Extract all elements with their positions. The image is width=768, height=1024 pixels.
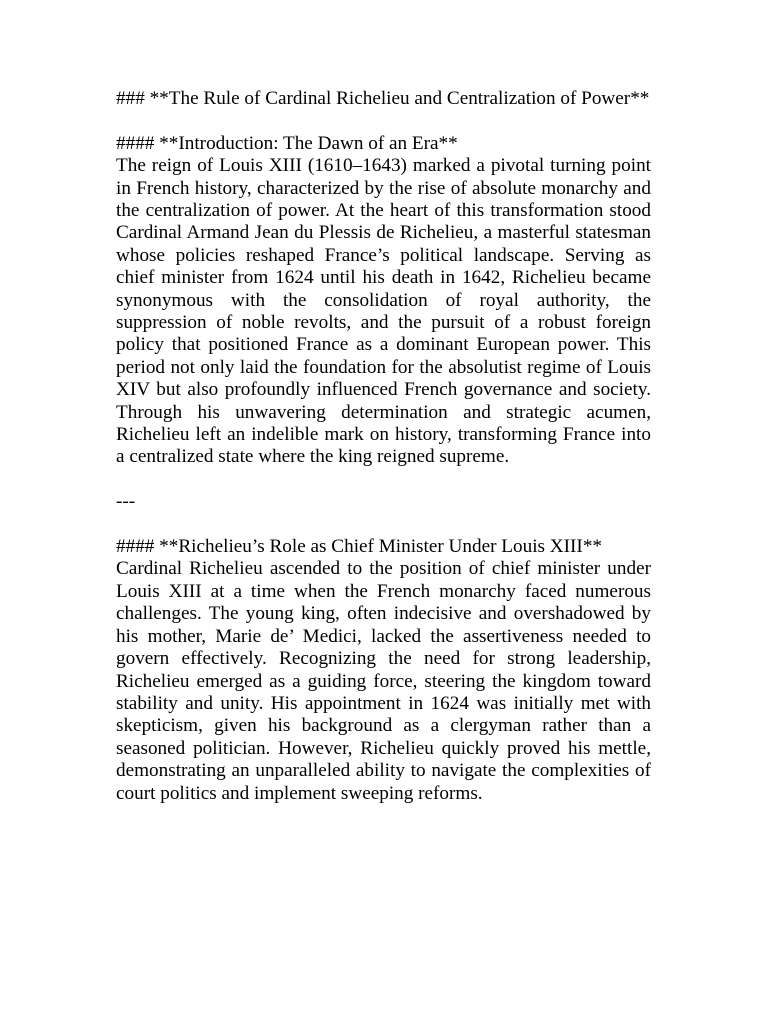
section-heading-chief-minister: #### **Richelieu’s Role as Chief Minister Under Louis XIII** bbox=[116, 536, 603, 558]
spacer bbox=[116, 514, 651, 536]
section-body-introduction: The reign of Louis XIII (1610–1643) marked a pivotal turning point in French history, characterized by the rise of absolute monarchy and the centralization of power. At the heart of this transformation stood Cardinal Armand Jean du Plessis de Richelieu, a masterful statesman whose policies reshaped France’s political landscape. Serving as chief minister from 1624 until his death in 1642, Richelieu became synonymous with the consolidation of royal authority, the suppression of noble revolts, and the pursuit of a robust foreign policy that positioned France as a dominant European power. This period not only laid the foundation for the absolutist regime of Louis XIV but also profoundly influenced French governance and society. Through his unwavering determination and strategic acumen, Richelieu left an indelible mark on history, transforming France into a centralized state where the king reigned supreme. bbox=[116, 155, 651, 468]
section-body-chief-minister: Cardinal Richelieu ascended to the position of chief minister under Louis XIII at a time when the French monarchy faced numerous challenges. The young king, often indecisive and overshadowed by his mother, Marie de’ Medici, lacked the assertiveness needed to govern effectively. Recognizing the need for strong leadership, Richelieu emerged as a guiding force, steering the kingdom toward stability and unity. His appointment in 1624 was initially met with skepticism, given his background as a clergyman rather than a seasoned politician. However, Richelieu quickly proved his mettle, demonstrating an unparalleled ability to navigate the complexities of court politics and implement sweeping reforms. bbox=[116, 558, 651, 804]
document-title: ### **The Rule of Cardinal Richelieu and Centralization of Power** bbox=[116, 88, 650, 109]
spacer bbox=[116, 469, 651, 491]
section-heading-introduction: #### **Introduction: The Dawn of an Era** bbox=[116, 132, 458, 154]
document-page bbox=[116, 88, 651, 805]
spacer bbox=[116, 110, 651, 132]
horizontal-rule-marker: --- bbox=[116, 491, 136, 513]
